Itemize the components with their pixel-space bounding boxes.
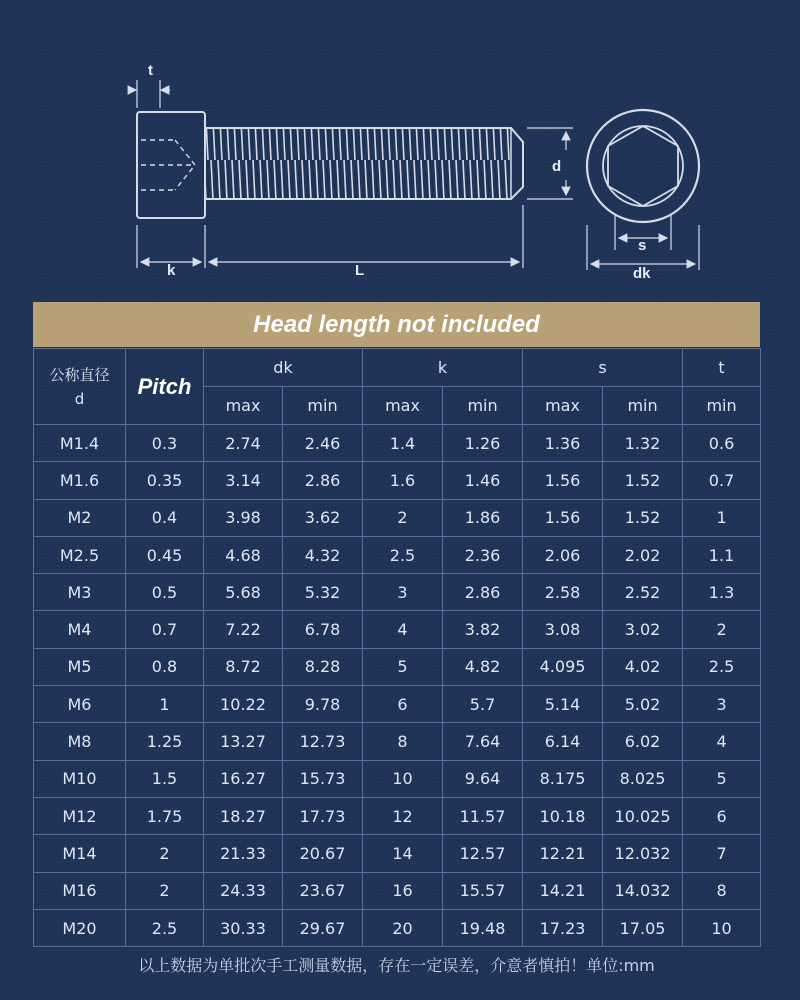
screw-head-side [137, 112, 205, 218]
cell-pitch: 0.5 [126, 574, 204, 611]
cell-k-max: 1.4 [363, 425, 443, 462]
cell-dk-min: 2.86 [283, 462, 363, 499]
cell-t-min: 6 [683, 797, 761, 834]
table-row [34, 872, 761, 909]
header-dk: dk [204, 349, 363, 387]
cell-s-min: 4.02 [603, 648, 683, 685]
cell-k-max: 3 [363, 574, 443, 611]
cell-dk-max: 21.33 [204, 835, 283, 872]
cell-k-max: 10 [363, 760, 443, 797]
cell-pitch: 0.3 [126, 425, 204, 462]
cell-s-max: 3.08 [523, 611, 603, 648]
cell-s-min: 6.02 [603, 723, 683, 760]
screw-spec-table [33, 348, 761, 947]
header-s-min: min [603, 387, 683, 425]
cell-s-max: 4.095 [523, 648, 603, 685]
cell-s-max: 1.56 [523, 462, 603, 499]
header-t: t [683, 349, 761, 387]
label-L: L [355, 262, 365, 279]
cell-t-min: 0.6 [683, 425, 761, 462]
header-s-max: max [523, 387, 603, 425]
cell-s-min: 3.02 [603, 611, 683, 648]
screw-head-top [587, 110, 699, 222]
cell-t-min: 5 [683, 760, 761, 797]
cell-dk-min: 3.62 [283, 499, 363, 536]
cell-k-min: 2.36 [443, 536, 523, 573]
table-row [34, 723, 761, 760]
cell-t-min: 1 [683, 499, 761, 536]
cell-dk-min: 2.46 [283, 425, 363, 462]
header-dk-max: max [204, 387, 283, 425]
cell-s-max: 17.23 [523, 909, 603, 946]
cell-t-min: 2.5 [683, 648, 761, 685]
cell-s-min: 2.52 [603, 574, 683, 611]
cell-s-max: 2.58 [523, 574, 603, 611]
cell-nominal-diameter: M4 [34, 611, 126, 648]
cell-dk-max: 2.74 [204, 425, 283, 462]
cell-s-min: 1.32 [603, 425, 683, 462]
cell-s-max: 2.06 [523, 536, 603, 573]
label-k: k [167, 262, 176, 279]
cell-t-min: 8 [683, 872, 761, 909]
header-nominal-line2: d [74, 389, 85, 408]
header-k-min: min [443, 387, 523, 425]
cell-k-min: 1.26 [443, 425, 523, 462]
cell-dk-max: 18.27 [204, 797, 283, 834]
header-k-max: max [363, 387, 443, 425]
cell-s-max: 8.175 [523, 760, 603, 797]
cell-k-max: 2 [363, 499, 443, 536]
cell-pitch: 1.25 [126, 723, 204, 760]
cell-k-min: 7.64 [443, 723, 523, 760]
cell-dk-max: 16.27 [204, 760, 283, 797]
cell-t-min: 0.7 [683, 462, 761, 499]
cell-k-min: 5.7 [443, 686, 523, 723]
cell-k-min: 12.57 [443, 835, 523, 872]
cell-k-max: 2.5 [363, 536, 443, 573]
cell-k-min: 11.57 [443, 797, 523, 834]
table-body [34, 425, 761, 947]
table-row [34, 686, 761, 723]
table-row [34, 835, 761, 872]
cell-dk-min: 20.67 [283, 835, 363, 872]
cell-pitch: 0.7 [126, 611, 204, 648]
cell-t-min: 1.1 [683, 536, 761, 573]
cell-pitch: 2 [126, 872, 204, 909]
cell-dk-max: 3.14 [204, 462, 283, 499]
cell-t-min: 4 [683, 723, 761, 760]
screw-shaft-side [205, 128, 523, 199]
cell-pitch: 1.75 [126, 797, 204, 834]
cell-nominal-diameter: M5 [34, 648, 126, 685]
cell-dk-max: 10.22 [204, 686, 283, 723]
cell-k-max: 12 [363, 797, 443, 834]
cell-s-min: 8.025 [603, 760, 683, 797]
cell-k-min: 3.82 [443, 611, 523, 648]
cell-pitch: 1.5 [126, 760, 204, 797]
cell-nominal-diameter: M2.5 [34, 536, 126, 573]
header-dk-min: min [283, 387, 363, 425]
cell-nominal-diameter: M2 [34, 499, 126, 536]
header-nominal-diameter [34, 349, 126, 425]
cell-s-min: 1.52 [603, 499, 683, 536]
cell-s-min: 12.032 [603, 835, 683, 872]
cell-pitch: 0.4 [126, 499, 204, 536]
cell-k-min: 4.82 [443, 648, 523, 685]
cell-s-min: 1.52 [603, 462, 683, 499]
cell-nominal-diameter: M16 [34, 872, 126, 909]
cell-s-min: 17.05 [603, 909, 683, 946]
cell-k-max: 20 [363, 909, 443, 946]
cell-k-min: 1.86 [443, 499, 523, 536]
cell-dk-max: 13.27 [204, 723, 283, 760]
cell-dk-min: 15.73 [283, 760, 363, 797]
cell-pitch: 0.45 [126, 536, 204, 573]
cell-s-max: 14.21 [523, 872, 603, 909]
cell-s-max: 1.36 [523, 425, 603, 462]
cell-nominal-diameter: M3 [34, 574, 126, 611]
header-pitch: Pitch [126, 349, 204, 425]
cell-dk-min: 4.32 [283, 536, 363, 573]
cell-pitch: 1 [126, 686, 204, 723]
cell-s-max: 12.21 [523, 835, 603, 872]
table-row [34, 611, 761, 648]
cell-t-min: 7 [683, 835, 761, 872]
header-nominal-line1: 公称直径 [49, 365, 110, 384]
label-dk: dk [633, 265, 651, 282]
label-t: t [148, 62, 153, 79]
table-row [34, 462, 761, 499]
cell-nominal-diameter: M8 [34, 723, 126, 760]
cell-s-min: 14.032 [603, 872, 683, 909]
header-s: s [523, 349, 683, 387]
cell-nominal-diameter: M6 [34, 686, 126, 723]
cell-dk-max: 3.98 [204, 499, 283, 536]
cell-dk-min: 9.78 [283, 686, 363, 723]
cell-k-min: 9.64 [443, 760, 523, 797]
cell-dk-max: 30.33 [204, 909, 283, 946]
cell-t-min: 10 [683, 909, 761, 946]
header-t-min: min [683, 387, 761, 425]
table-row [34, 574, 761, 611]
cell-nominal-diameter: M12 [34, 797, 126, 834]
header-row-top [34, 349, 761, 387]
table-row [34, 760, 761, 797]
cell-pitch: 0.8 [126, 648, 204, 685]
table-row [34, 909, 761, 946]
cell-dk-min: 23.67 [283, 872, 363, 909]
cell-dk-max: 4.68 [204, 536, 283, 573]
cell-k-max: 1.6 [363, 462, 443, 499]
cell-k-max: 14 [363, 835, 443, 872]
cell-dk-max: 7.22 [204, 611, 283, 648]
cell-s-max: 6.14 [523, 723, 603, 760]
cell-k-max: 4 [363, 611, 443, 648]
cell-k-max: 8 [363, 723, 443, 760]
head-length-banner [33, 302, 760, 347]
cell-dk-min: 6.78 [283, 611, 363, 648]
cell-s-min: 5.02 [603, 686, 683, 723]
header-k: k [363, 349, 523, 387]
table-row [34, 797, 761, 834]
label-s: s [638, 237, 647, 254]
cell-dk-max: 24.33 [204, 872, 283, 909]
cell-nominal-diameter: M1.4 [34, 425, 126, 462]
cell-s-max: 1.56 [523, 499, 603, 536]
table-row [34, 425, 761, 462]
measurement-footnote: 以上数据为单批次手工测量数据，存在一定误差，介意者慎拍！单位:mm [138, 955, 655, 975]
table-row [34, 648, 761, 685]
cell-s-max: 5.14 [523, 686, 603, 723]
cell-nominal-diameter: M20 [34, 909, 126, 946]
cell-k-min: 15.57 [443, 872, 523, 909]
cell-k-min: 19.48 [443, 909, 523, 946]
cell-dk-max: 8.72 [204, 648, 283, 685]
cell-dk-min: 17.73 [283, 797, 363, 834]
screw-dimension-diagram [0, 0, 800, 300]
cell-pitch: 0.35 [126, 462, 204, 499]
table-row [34, 499, 761, 536]
cell-pitch: 2 [126, 835, 204, 872]
cell-nominal-diameter: M10 [34, 760, 126, 797]
cell-s-min: 10.025 [603, 797, 683, 834]
cell-dk-max: 5.68 [204, 574, 283, 611]
cell-k-min: 1.46 [443, 462, 523, 499]
cell-dk-min: 5.32 [283, 574, 363, 611]
cell-k-min: 2.86 [443, 574, 523, 611]
cell-pitch: 2.5 [126, 909, 204, 946]
cell-t-min: 1.3 [683, 574, 761, 611]
cell-nominal-diameter: M1.6 [34, 462, 126, 499]
banner-text: Head length not included [253, 310, 540, 338]
cell-k-max: 16 [363, 872, 443, 909]
cell-t-min: 2 [683, 611, 761, 648]
cell-s-max: 10.18 [523, 797, 603, 834]
cell-dk-min: 12.73 [283, 723, 363, 760]
cell-dk-min: 8.28 [283, 648, 363, 685]
cell-t-min: 3 [683, 686, 761, 723]
table-row [34, 536, 761, 573]
cell-dk-min: 29.67 [283, 909, 363, 946]
label-d: d [552, 158, 562, 175]
cell-k-max: 6 [363, 686, 443, 723]
cell-s-min: 2.02 [603, 536, 683, 573]
cell-nominal-diameter: M14 [34, 835, 126, 872]
cell-k-max: 5 [363, 648, 443, 685]
